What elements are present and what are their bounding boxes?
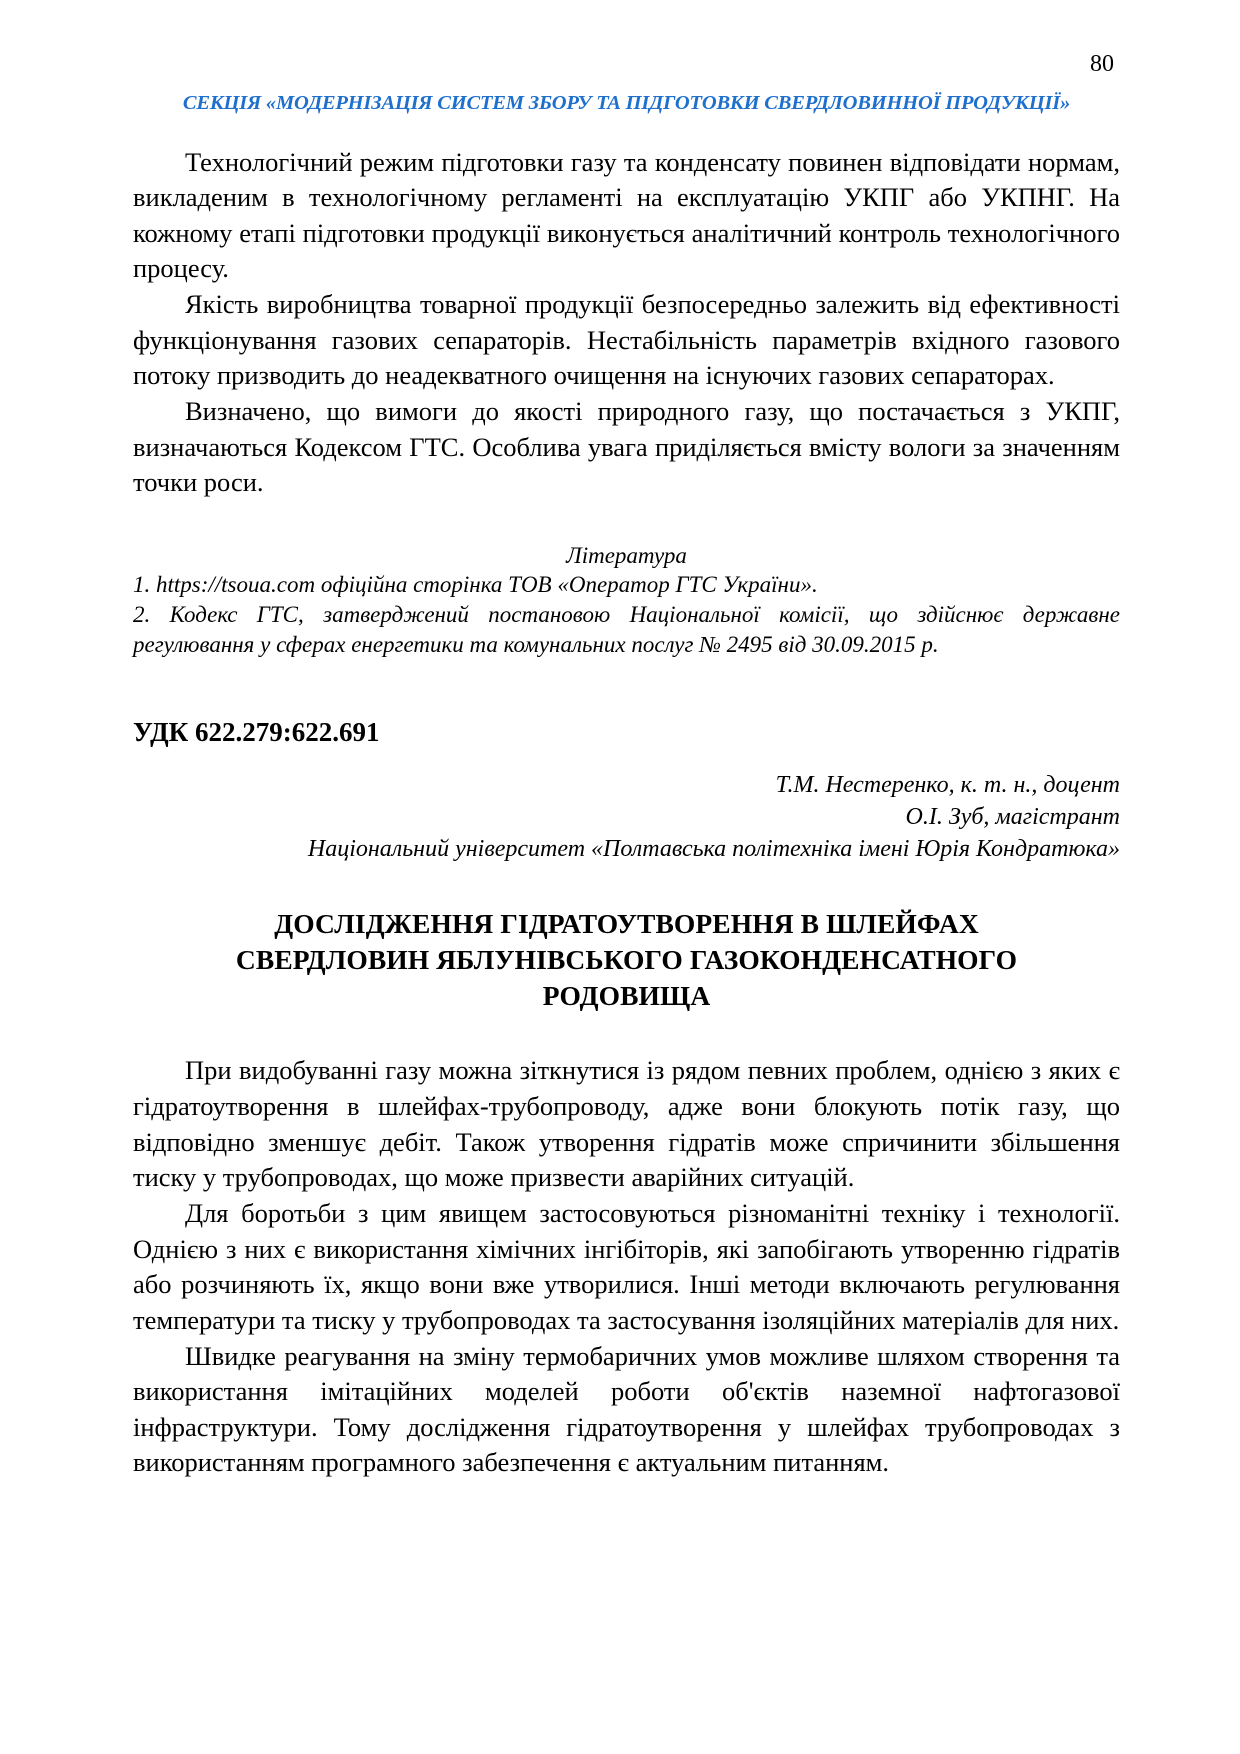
affiliation: Національний університет «Полтавська політехніка імені Юрія Кондратюка» bbox=[307, 836, 1120, 863]
spacer bbox=[133, 866, 1120, 906]
reference-item: 2. Кодекс ГТС, затверджений постановою Національної комісії, що здійснює державне регулювання у сферах енергетики та комунальних послуг № 2495 від 30.09.2015 р. bbox=[133, 602, 1120, 658]
spacer bbox=[133, 501, 1120, 541]
udc-code: УДК 622.279:622.691 bbox=[133, 717, 380, 748]
spacer bbox=[133, 660, 1120, 716]
paragraph: При видобуванні газу можна зіткнутися із рядом певних проблем, однією з яких є гідратоутворення в шлейфах-трубопроводу, адже вони блокують потік газу, що відповідно зменшує дебіт. Також утворення гідратів може спричинити збільшення тиску у трубопроводах, що може призвести аварійних ситуацій. bbox=[133, 1055, 1120, 1193]
references-heading: Література bbox=[566, 542, 687, 568]
article-title-line: РОДОВИЩА bbox=[542, 979, 711, 1011]
paragraph: Для боротьби з цим явищем застосовуються різноманітні техніку і технології. Однією з них є використання хімічних інгібіторів, які запобігають утворенню гідратів або розчиняють їх, якщо вони вже утворилися. Інші методи включають регулювання температури та тиску у трубопроводах та застосування ізоляційних матеріалів для них. bbox=[133, 1197, 1120, 1335]
reference-item: 1. https://tsoua.com офіційна сторінка ТОВ «Оператор ГТС України». bbox=[133, 572, 818, 598]
running-head: СЕКЦІЯ «МОДЕРНІЗАЦІЯ СИСТЕМ ЗБОРУ ТА ПІДГОТОВКИ СВЕРДЛОВИННОЇ ПРОДУКЦІЇ» bbox=[182, 92, 1071, 114]
paragraph: Визначено, що вимоги до якості природного газу, що постачається з УКПГ, визначаються Кодексом ГТС. Особлива увага приділяється вмісту вологи за значенням точки роси. bbox=[133, 396, 1120, 498]
author-name: О.І. Зуб, магістрант bbox=[905, 804, 1120, 831]
paragraph: Якість виробництва товарної продукції безпосередньо залежить від ефективності функціонування газових сепараторів. Нестабільність параметрів вхідного газового потоку призводить до неадекватного очищення на існуючих газових сепараторах. bbox=[133, 289, 1120, 391]
spacer bbox=[133, 1013, 1120, 1053]
paragraph: Технологічний режим підготовки газу та конденсату повинен відповідати нормам, викладеним в технологічному регламенті на експлуатацію УКПГ або УКПНГ. На кожному етапі підготовки продукції виконується аналітичний контроль технологічного процесу. bbox=[133, 146, 1120, 284]
page-number: 80 bbox=[1090, 51, 1114, 77]
paragraph: Швидке реагування на зміну термобаричних умов можливе шляхом створення та використання імітаційних моделей роботи об'єктів наземної нафтогазової інфраструктури. Тому дослідження гідратоутворення у шлейфах трубопроводах з використанням програмного забезпечення є актуальним питанням. bbox=[133, 1340, 1120, 1478]
spacer bbox=[133, 748, 1120, 770]
article-title-line: ДОСЛІДЖЕННЯ ГІДРАТОУТВОРЕННЯ В ШЛЕЙФАХ bbox=[274, 908, 979, 940]
article-title-line: СВЕРДЛОВИН ЯБЛУНІВСЬКОГО ГАЗОКОНДЕНСАТНОГО bbox=[235, 943, 1018, 975]
article-title bbox=[133, 906, 1120, 1013]
author-name: Т.М. Нестеренко, к. т. н., доцент bbox=[775, 772, 1120, 799]
